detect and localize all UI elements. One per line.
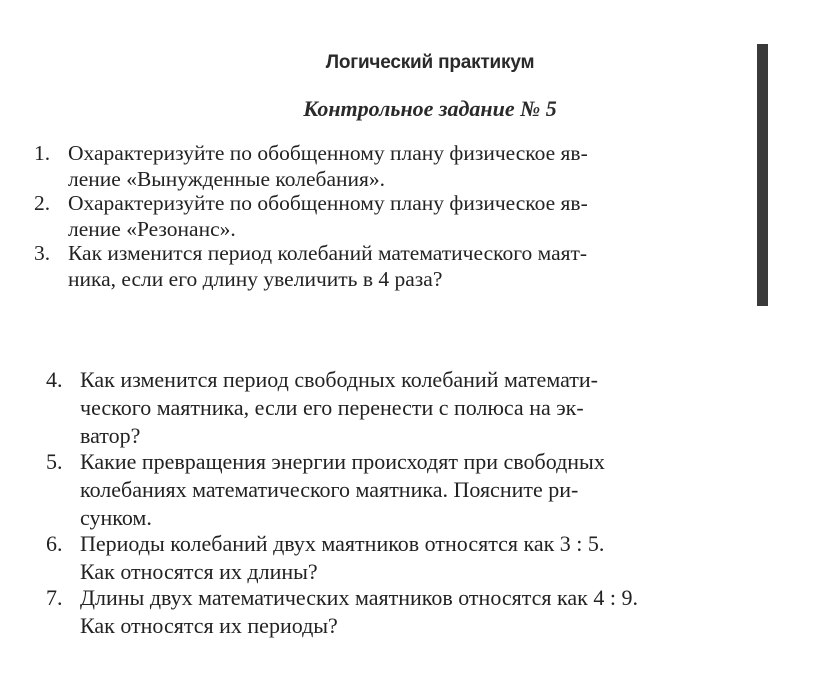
task-number: 7. [46,585,63,610]
task-text-line: Как изменится период свободных колебаний математи- [80,367,598,392]
task-item-2 [34,190,588,242]
task-text-line: ника, если его длину увеличить в 4 раза? [68,267,443,291]
task-number: 5. [46,449,63,474]
task-text-line: Какие превращения энергии происходят при свободных [80,449,605,474]
task-number: 1. [34,141,51,165]
task-text-line: Периоды колебаний двух маятников относятся как 3 : 5. [80,531,605,556]
task-set-subtitle: Контрольное задание № 5 [303,96,557,121]
task-text-line: ватор? [80,423,141,448]
task-text-line: ление «Вынужденные колебания». [68,167,386,191]
task-text-line: сунком. [80,505,152,530]
task-text-line: Длины двух математических маятников относятся как 4 : 9. [80,585,638,610]
task-text-line: ление «Резонанс». [68,217,236,241]
task-item-3 [34,240,587,292]
task-item-1 [34,140,588,192]
task-text-line: Как относятся их периоды? [80,613,338,638]
task-text-line: Охарактеризуйте по обобщенному плану физическое яв- [68,191,588,215]
task-item-5 [46,448,605,532]
task-number: 6. [46,531,63,556]
task-item-6 [46,530,604,586]
task-item-4 [46,366,598,450]
task-text-line: колебаниях математического маятника. Поясните ри- [80,477,579,502]
margin-rule [757,44,768,306]
task-text-line: ческого маятника, если его перенести с полюса на эк- [80,395,584,420]
task-number: 2. [34,191,51,215]
task-text-line: Как изменится период колебаний математического маят- [68,241,588,265]
task-number: 3. [34,241,51,265]
task-item-7 [46,584,638,640]
task-text-line: Охарактеризуйте по обобщенному плану физическое яв- [68,141,588,165]
task-text-line: Как относятся их длины? [80,559,318,584]
task-number: 4. [46,367,63,392]
page-heading: Логический практикум [325,52,535,73]
